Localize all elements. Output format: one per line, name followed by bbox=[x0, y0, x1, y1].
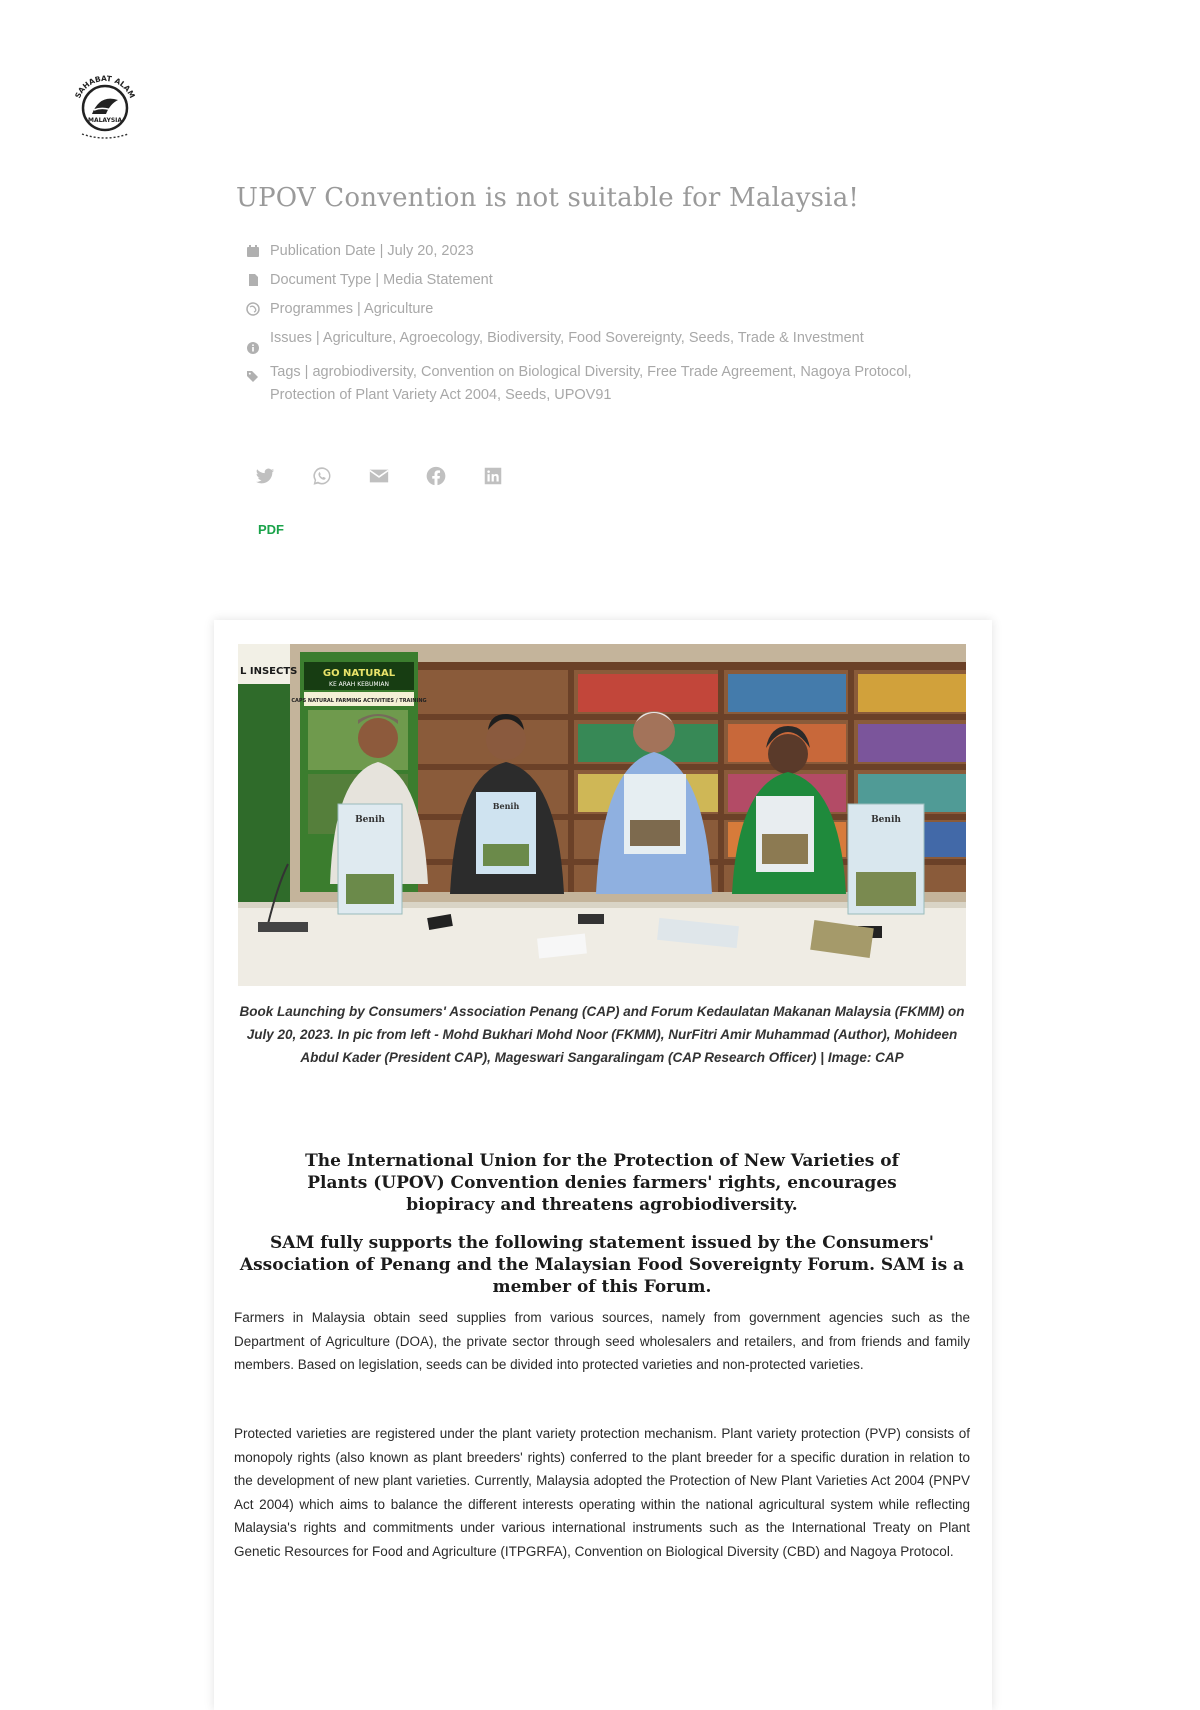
meta-text: Document Type | Media Statement bbox=[270, 272, 493, 288]
twitter-icon[interactable] bbox=[254, 465, 276, 487]
page-title: UPOV Convention is not suitable for Malaysia! bbox=[236, 183, 860, 213]
banner-right-subtitle: KE ARAH KEBUMIAN bbox=[329, 681, 389, 688]
meta-text: Tags | agrobiodiversity, Convention on Biological Diversity, Free Trade Agreement, Nagoya Protocol, Protection of Plant Variety Act 2004, Seeds, UPOV91 bbox=[270, 364, 912, 403]
banner-right-title: GO NATURAL bbox=[322, 668, 396, 679]
tags-icon bbox=[246, 361, 270, 383]
meta-text: Publication Date | July 20, 2023 bbox=[270, 243, 474, 259]
meta-text: Issues | Agriculture, Agroecology, Biodiversity, Food Sovereignty, Seeds, Trade & Investment bbox=[270, 330, 864, 346]
meta-issues bbox=[246, 327, 976, 355]
article-photo bbox=[238, 644, 966, 986]
body-paragraph: Farmers in Malaysia obtain seed supplies from various sources, namely from government agencies such as the Department of Agriculture (DOA), the private sector through seed wholesalers and retailers, and from friends and family members. Based on legislation, seeds can be divided into protected varieties and non-protected varieties. bbox=[234, 1310, 970, 1372]
body-paragraph: Protected varieties are registered under the plant variety protection mechanism. Plant variety protection (PVP) consists of monopoly rights (also known as plant breeders' rights) conferred to the plant breeder for a specific duration in relation to the development of new plant varieties. Currently, Malaysia adopted the Protection of New Plant Varieties Act 2004 (PNPV Act 2004) which aims to balance the different interests operating within the national agricultural system while reflecting Malaysia's rights and commitments under various international instruments such as the International Treaty on Plant Genetic Resources for Food and Agriculture (ITPGRFA), Convention on Biological Diversity (CBD) and Nagoya Protocol. bbox=[234, 1426, 970, 1559]
share-bar bbox=[254, 465, 504, 487]
book-label-3: Benih bbox=[871, 815, 901, 825]
support-statement: SAM fully supports the following statement issued by the Consumers' Association of Penang and the Malaysian Food Sovereignty Forum. SAM is a member of this Forum. bbox=[239, 1233, 965, 1297]
meta-list bbox=[246, 240, 976, 413]
site-logo[interactable] bbox=[70, 70, 140, 142]
meta-document-type bbox=[246, 269, 976, 292]
info-icon bbox=[246, 327, 270, 355]
document-icon bbox=[246, 269, 270, 287]
whatsapp-icon[interactable] bbox=[311, 465, 333, 487]
logo-text-mid: MALAYSIA bbox=[87, 117, 123, 124]
lead-statement: The International Union for the Protection of New Varieties of Plants (UPOV) Convention denies farmers' rights, encourages biopiracy and threatens agrobiodiversity. bbox=[305, 1151, 899, 1215]
banner-left-text: L INSECTS bbox=[240, 666, 298, 677]
photo-caption: Book Launching by Consumers' Association Penang (CAP) and Forum Kedaulatan Makanan Malaysia (FKMM) on July 20, 2023. In pic from left - Mohd Bukhari Mohd Noor (FKMM), NurFitri Amir Muhammad (Author), Mohideen Abdul Kader (President CAP), Mageswari Sangaralingam (CAP Research Officer) | Image: CAP bbox=[239, 1004, 965, 1065]
calendar-icon bbox=[246, 240, 270, 258]
meta-tags bbox=[246, 361, 976, 407]
facebook-icon[interactable] bbox=[425, 465, 447, 487]
email-icon[interactable] bbox=[368, 465, 390, 487]
article-card bbox=[214, 620, 992, 1710]
meta-text: Programmes | Agriculture bbox=[270, 301, 434, 317]
pdf-download-link[interactable]: PDF bbox=[258, 522, 284, 537]
linkedin-icon[interactable] bbox=[482, 465, 504, 487]
book-label-1: Benih bbox=[355, 815, 385, 825]
book-label-2: Benih bbox=[492, 801, 520, 811]
globe-icon bbox=[246, 298, 270, 316]
banner-right-caption: CAPS NATURAL FARMING ACTIVITIES / TRAINING bbox=[291, 698, 427, 704]
meta-publication-date bbox=[246, 240, 976, 263]
meta-programmes bbox=[246, 298, 976, 321]
logo-text-top: SAHABAT ALAM bbox=[73, 73, 137, 100]
